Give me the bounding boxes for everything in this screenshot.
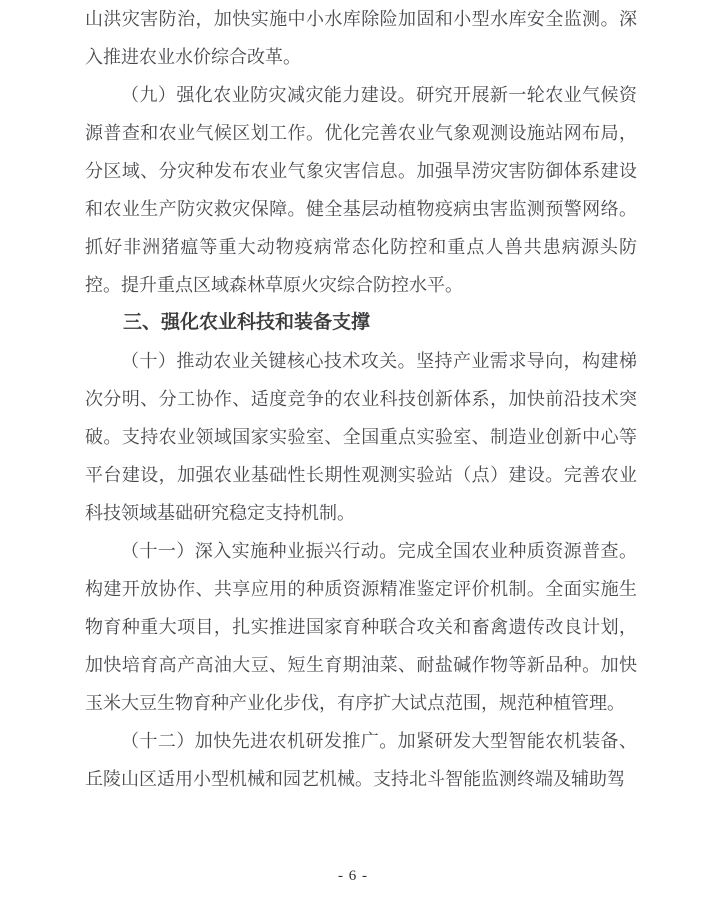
paragraph-continuation: 山洪灾害防治，加快实施中小水库除险加固和小型水库安全监测。深入推进农业水价综合改革。	[85, 9, 637, 67]
paragraph-section-12: （十二）加快先进农机研发推广。加紧研发大型智能农机装备、丘陵山区适用小型机械和园艺机械。支持北斗智能监测终端及辅助驾	[85, 731, 637, 789]
document-body	[85, 0, 637, 798]
section-heading-3: 三、强化农业科技和装备支撑	[123, 312, 371, 333]
page-number: - 6 -	[338, 868, 368, 884]
paragraph-section-11: （十一）深入实施种业振兴行动。完成全国农业种质资源普查。构建开放协作、共享应用的种质资源精准鉴定评价机制。全面实施生物育种重大项目，扎实推进国家育种联合攻关和畜禽遗传改良计划，加快培育高产高油大豆、短生育期油菜、耐盐碱作物等新品种。加快玉米大豆生物育种产业化步伐，有序扩大试点范围，规范种植管理。	[85, 541, 637, 713]
paragraph-section-9: （九）强化农业防灾减灾能力建设。研究开展新一轮农业气候资源普查和农业气候区划工作。优化完善农业气象观测设施站网布局，分区域、分灾种发布农业气象灾害信息。加强旱涝灾害防御体系建设和农业生产防灾救灾保障。健全基层动植物疫病虫害监测预警网络。抓好非洲猪瘟等重大动物疫病常态化防控和重点人兽共患病源头防控。提升重点区域森林草原火灾综合防控水平。	[85, 85, 637, 295]
paragraph-section-10: （十）推动农业关键核心技术攻关。坚持产业需求导向，构建梯次分明、分工协作、适度竞争的农业科技创新体系，加快前沿技术突破。支持农业领域国家实验室、全国重点实验室、制造业创新中心等平台建设，加强农业基础性长期性观测实验站（点）建设。完善农业科技领域基础研究稳定支持机制。	[85, 351, 637, 523]
